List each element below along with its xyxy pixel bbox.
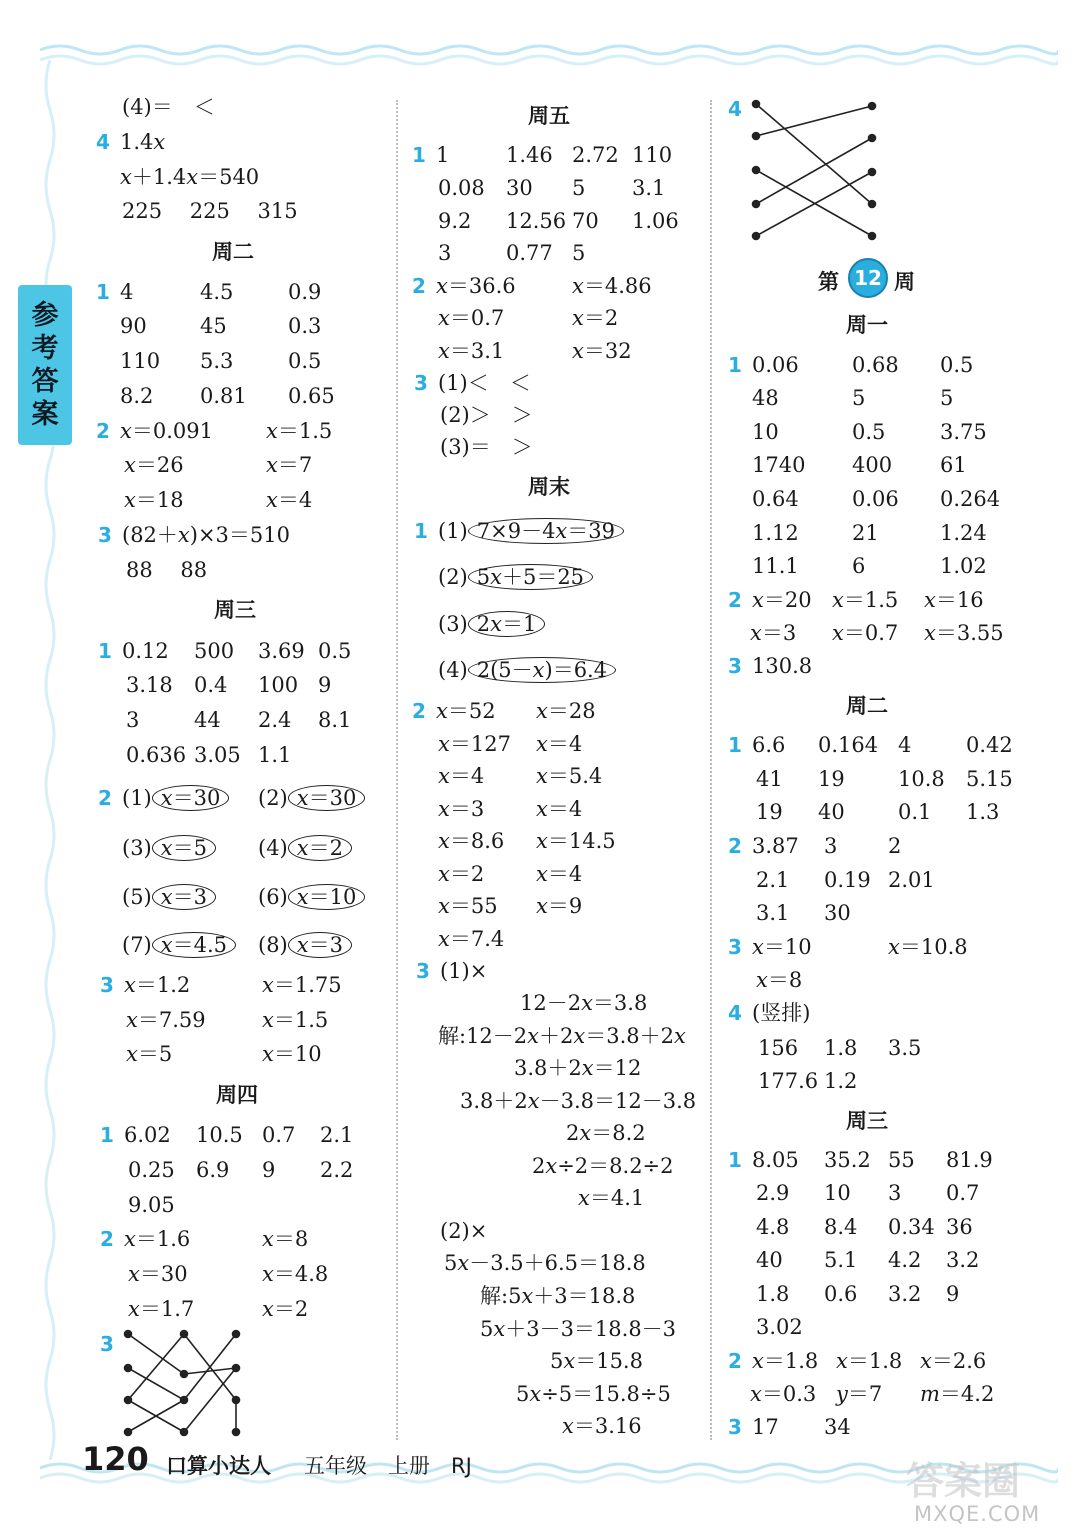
question-number: 2: [412, 699, 426, 723]
answer-text: 𝑥＝4: [536, 797, 583, 821]
circled-answer: [122, 884, 216, 910]
week-prefix: 第: [818, 270, 839, 294]
answer-text: 𝑥＝26: [124, 453, 184, 477]
question-number: 3: [414, 371, 428, 395]
answer-text: 0.64: [752, 487, 799, 511]
answer-text: 12.56: [506, 209, 567, 233]
answer-text: 𝑥＝1.2: [124, 973, 191, 997]
question-number: 1: [412, 143, 426, 167]
answer-text: 𝑥＝10: [262, 1042, 322, 1066]
answer-text: 𝑥＝1.7: [128, 1297, 195, 1321]
question-number: 4: [728, 97, 742, 121]
answer-text: 0.42: [966, 733, 1013, 757]
answer-text: 10: [752, 420, 779, 444]
answer-text: 3.1: [756, 901, 790, 925]
answer-text: 1.2: [824, 1069, 858, 1093]
answer-text: 5𝑥＋3－3＝18.8－3: [480, 1317, 677, 1341]
answer-text: 0.34: [888, 1215, 935, 1239]
answer-text: 𝑥＝0.7: [832, 621, 899, 645]
answer-text: 0.9: [288, 280, 322, 304]
circled-answer: [258, 835, 352, 861]
question-number: 2: [728, 1349, 742, 1373]
circled-answer: [122, 835, 216, 861]
sub-question-label: (2): [258, 786, 288, 810]
answer-text: 𝑥＝10.8: [888, 935, 968, 959]
question-number: 2: [100, 1227, 114, 1251]
watermark-title: 答案圈: [906, 1459, 1021, 1503]
answer-text: 𝑥＝0.3: [750, 1382, 817, 1406]
matching-diagram: [120, 1328, 250, 1438]
circled-answer: [258, 884, 365, 910]
answer-text: 0.636: [126, 743, 187, 767]
answer-text: 𝑥＝3.1: [438, 339, 505, 363]
answer-text: 𝑥＝3.55: [924, 621, 1004, 645]
answer-text: 40: [818, 800, 845, 824]
answer-text: 0.12: [122, 639, 169, 663]
sub-question-label: (2): [438, 565, 468, 589]
answer-text: 解:5𝑥＋3＝18.8: [480, 1284, 636, 1308]
answer-text: 𝑥＝8: [262, 1227, 309, 1251]
answer-text: 4: [898, 733, 912, 757]
answer-text: 5: [572, 176, 586, 200]
answer-text: 1: [436, 143, 450, 167]
answer-text: 5: [940, 386, 954, 410]
answer-text: 𝑥＝7.4: [438, 927, 505, 951]
answer-text: 5: [852, 386, 866, 410]
answer-text: 𝑥＝5: [126, 1042, 173, 1066]
circled-answer: [438, 518, 624, 544]
sub-question-label: (6): [258, 885, 288, 909]
circled-equation: 𝑥＝30: [152, 785, 230, 811]
answer-text: 3.18: [126, 673, 173, 697]
answer-text: 3.69: [258, 639, 305, 663]
answer-text: 1.02: [940, 554, 987, 578]
question-number: 4: [728, 1001, 742, 1025]
question-number: 1: [414, 519, 428, 543]
answer-text: 8.4: [824, 1215, 858, 1239]
answer-text: 1740: [752, 453, 806, 477]
answer-text: 0.6: [824, 1282, 858, 1306]
section-heading: 周一: [846, 313, 888, 337]
answer-text: 3.2: [946, 1248, 980, 1272]
circled-equation: 𝑥＝10: [288, 884, 366, 910]
answer-text: 110: [120, 349, 161, 373]
answer-text: 8.2: [120, 384, 154, 408]
answer-text: 6.02: [124, 1123, 171, 1147]
answer-text: 19: [818, 767, 845, 791]
answer-text: 0.164: [818, 733, 879, 757]
answer-text: 70: [572, 209, 599, 233]
answer-text: 0.5: [318, 639, 352, 663]
sub-question-label: (5): [122, 885, 152, 909]
answer-text: 1.24: [940, 521, 987, 545]
answer-text: 2.1: [320, 1123, 354, 1147]
answer-text: 400: [852, 453, 893, 477]
answer-text: 3.8＋2𝑥－3.8＝12－3.8: [460, 1089, 697, 1113]
circled-equation: 7×9－4𝑥＝39: [468, 518, 624, 544]
answer-text: 8.1: [318, 708, 352, 732]
answer-text: 3.1: [632, 176, 666, 200]
answer-text: 0.25: [128, 1158, 175, 1182]
answer-text: 9.05: [128, 1193, 175, 1217]
answer-text: 61: [940, 453, 967, 477]
section-heading: 周四: [216, 1083, 258, 1107]
sub-question-label: (1): [122, 786, 152, 810]
tab-char: 考: [31, 333, 59, 364]
answer-text: 𝑥＝18: [124, 488, 184, 512]
answer-text: 0.77: [506, 241, 553, 265]
book-title: 口算小达人: [166, 1454, 271, 1478]
answer-text: 𝑥＝20: [752, 588, 812, 612]
answer-text: 3.87: [752, 834, 799, 858]
circled-answer: [258, 785, 365, 811]
answer-text: 36: [946, 1215, 973, 1239]
answer-text: 𝑥＝1.8: [836, 1349, 903, 1373]
answer-text: 𝑥＝10: [752, 935, 812, 959]
circled-equation: 𝑥＝3: [152, 884, 216, 910]
tab-char: 答: [31, 366, 59, 397]
answer-text: (竖排): [752, 1001, 811, 1025]
question-number: 3: [728, 654, 742, 678]
answer-text: 𝑥＋1.4𝑥＝540: [120, 165, 260, 189]
answer-text: 𝑥＝1.5: [262, 1008, 329, 1032]
sub-question-label: (1): [438, 519, 468, 543]
answer-text: 𝑥＝0.7: [438, 306, 505, 330]
answer-text: 19: [756, 800, 783, 824]
answer-text: 𝑥＝8: [756, 968, 803, 992]
circled-equation: 𝑥＝2: [288, 835, 352, 861]
answer-text: 35.2: [824, 1148, 871, 1172]
question-number: 3: [100, 1332, 114, 1356]
answer-text: 100: [258, 673, 299, 697]
answer-text: 𝑥＝1.6: [124, 1227, 191, 1251]
circled-equation: 𝑥＝30: [288, 785, 366, 811]
answer-text: 9: [946, 1282, 960, 1306]
answer-text: 0.06: [852, 487, 899, 511]
answer-text: 1.12: [752, 521, 799, 545]
question-number: 2: [728, 834, 742, 858]
answer-text: 5𝑥＝15.8: [550, 1349, 643, 1373]
circled-equation: 2(5－𝑥)＝6.4: [468, 657, 616, 683]
section-heading: 周末: [528, 475, 570, 499]
answer-text: 𝑚＝4.2: [920, 1382, 995, 1406]
answer-text: 0.4: [194, 673, 228, 697]
answer-text: 3.8＋2𝑥＝12: [514, 1056, 642, 1080]
circled-answer: [438, 564, 593, 590]
sub-question-label: (3): [122, 836, 152, 860]
answer-text: 1.1: [258, 743, 292, 767]
answer-text: 0.68: [852, 353, 899, 377]
answer-text: 177.6: [758, 1069, 819, 1093]
answer-text: 0.5: [940, 353, 974, 377]
left-wave-border: [40, 60, 70, 1460]
answer-text: 𝑥＝0.091: [120, 419, 213, 443]
answer-text: 6.6: [752, 733, 786, 757]
answer-text: 𝑥＝2: [572, 306, 619, 330]
sub-question-label: (4): [438, 658, 468, 682]
answer-text: 2𝑥÷2＝8.2÷2: [532, 1154, 674, 1178]
answer-text: 4.2: [888, 1248, 922, 1272]
answer-text: 𝑥＝4: [536, 862, 583, 886]
answer-text: 0.3: [288, 314, 322, 338]
column-divider: [710, 100, 712, 1440]
question-number: 3: [728, 1415, 742, 1439]
circled-equation: 𝑥＝3: [288, 932, 352, 958]
answer-text: 𝑥＝8.6: [438, 829, 505, 853]
answer-text: 0.264: [940, 487, 1001, 511]
answer-text: 𝑥＝1.75: [262, 973, 342, 997]
answer-text: 5.1: [824, 1248, 858, 1272]
answer-text: 5: [572, 241, 586, 265]
question-number: 2: [98, 786, 112, 810]
answer-text: 𝑥＝7: [266, 453, 313, 477]
answer-text: 2.4: [258, 708, 292, 732]
answer-text: 48: [752, 386, 779, 410]
answer-text: 1.8: [756, 1282, 790, 1306]
answer-text: 3: [126, 708, 140, 732]
answer-text: 𝑥＝30: [128, 1262, 188, 1286]
answer-text: 21: [852, 521, 879, 545]
answer-text: 𝑥＝2: [438, 862, 485, 886]
question-number: 2: [96, 419, 110, 443]
answer-text: 44: [194, 708, 221, 732]
answer-text: 𝑥＝14.5: [536, 829, 616, 853]
answer-key-side-tab: [18, 285, 72, 445]
answer-text: 10.5: [196, 1123, 243, 1147]
answer-text: 110: [632, 143, 673, 167]
circled-answer: [122, 932, 236, 958]
answer-text: 9: [262, 1158, 276, 1182]
answer-text: 𝑥＝32: [572, 339, 632, 363]
question-number: 1: [98, 639, 112, 663]
answer-text: 40: [756, 1248, 783, 1272]
watermark-url: MXQE.COM: [914, 1502, 1041, 1526]
section-heading: 周五: [528, 104, 570, 128]
answer-text: 𝑥＝4: [536, 732, 583, 756]
answer-text: 0.81: [200, 384, 247, 408]
page-number: 120: [82, 1440, 149, 1478]
answer-text: 81.9: [946, 1148, 993, 1172]
answer-text: 3.75: [940, 420, 987, 444]
answer-text: 5.3: [200, 349, 234, 373]
circled-equation: 𝑥＝5: [152, 835, 216, 861]
matching-diagram: [750, 100, 880, 245]
answer-text: 0.7: [262, 1123, 296, 1147]
answer-text: 0.65: [288, 384, 335, 408]
watermark-logo: [900, 1450, 1075, 1536]
circled-answer: [122, 785, 229, 811]
answer-text: 2.9: [756, 1181, 790, 1205]
answer-text: (2)＞ ＞: [440, 403, 533, 427]
tab-char: 案: [31, 399, 59, 430]
answer-text: 30: [824, 901, 851, 925]
answer-text: 0.5: [288, 349, 322, 373]
question-number: 1: [728, 1148, 742, 1172]
alarm-clock-icon: [848, 258, 888, 298]
answer-text: 17: [752, 1415, 779, 1439]
answer-text: 3.2: [888, 1282, 922, 1306]
section-heading: 周二: [212, 240, 254, 264]
answer-text: (2)×: [440, 1219, 488, 1243]
answer-text: 9.2: [438, 209, 472, 233]
answer-text: 1.4𝑥: [120, 130, 166, 154]
answer-text: 𝑥＝3.16: [562, 1414, 642, 1438]
section-heading: 周三: [214, 598, 256, 622]
answer-text: 𝑥＝52: [436, 699, 496, 723]
answer-text: 2.1: [756, 868, 790, 892]
answer-text: 6: [852, 554, 866, 578]
tab-char: 参: [31, 300, 59, 331]
circled-answer: [258, 932, 352, 958]
answer-text: 𝑥＝2: [262, 1297, 309, 1321]
answer-text: 2: [888, 834, 902, 858]
question-number: 1: [96, 280, 110, 304]
answer-text: 0.08: [438, 176, 485, 200]
answer-text: 0.06: [752, 353, 799, 377]
question-number: 3: [728, 935, 742, 959]
answer-text: 8.05: [752, 1148, 799, 1172]
circled-equation: 5𝑥＋5＝25: [468, 564, 593, 590]
answer-text: 𝑥＝55: [438, 894, 498, 918]
answer-text: 𝑥＝1.5: [832, 588, 899, 612]
answer-text: 4.5: [200, 280, 234, 304]
answer-text: (1)×: [440, 959, 488, 983]
question-number: 1: [728, 353, 742, 377]
section-heading: 周二: [846, 694, 888, 718]
answer-text: 𝑦＝7: [836, 1382, 883, 1406]
sub-question-label: (4): [258, 836, 288, 860]
circled-answer: [438, 657, 616, 683]
answer-text: 1.46: [506, 143, 553, 167]
answer-text: 12－2𝑥＝3.8: [520, 991, 648, 1015]
answer-text: 0.5: [852, 420, 886, 444]
question-number: 3: [100, 973, 114, 997]
section-heading: 周三: [846, 1109, 888, 1133]
answer-text: 1.06: [632, 209, 679, 233]
answer-text: 10: [824, 1181, 851, 1205]
answer-text: 2𝑥＝8.2: [566, 1121, 646, 1145]
answer-text: 𝑥＝36.6: [436, 274, 516, 298]
circled-equation: 2𝑥＝1: [468, 611, 546, 637]
answer-text: 3.5: [888, 1036, 922, 1060]
answer-text: 4: [120, 280, 134, 304]
answer-text: 3: [824, 834, 838, 858]
question-number: 1: [728, 733, 742, 757]
answer-text: 4.8: [756, 1215, 790, 1239]
answer-text: (3)＝ ＞: [440, 435, 533, 459]
answer-text: 1.3: [966, 800, 1000, 824]
question-number: 1: [100, 1123, 114, 1147]
answer-text: 𝑥＝9: [536, 894, 583, 918]
week-number: 12: [854, 266, 882, 290]
answer-text: 9: [318, 673, 332, 697]
answer-text: 225 225 315: [122, 199, 298, 223]
answer-text: (4)＝ ＜: [122, 95, 215, 119]
answer-text: 𝑥＝4: [438, 764, 485, 788]
answer-text: 30: [506, 176, 533, 200]
answer-text: 41: [756, 767, 783, 791]
week-suffix: 周: [894, 270, 915, 294]
answer-text: 130.8: [752, 654, 813, 678]
answer-text: 𝑥＝1.5: [266, 419, 333, 443]
circled-answer: [438, 611, 545, 637]
sub-question-label: (3): [438, 612, 468, 636]
answer-text: 3: [888, 1181, 902, 1205]
answer-text: 𝑥＝7.59: [126, 1008, 206, 1032]
answer-text: 𝑥＝4: [266, 488, 313, 512]
answer-text: 5.15: [966, 767, 1013, 791]
answer-text: 90: [120, 314, 147, 338]
column-divider: [396, 100, 398, 1440]
answer-text: 0.1: [898, 800, 932, 824]
answer-text: 2.72: [572, 143, 619, 167]
sub-question-label: (8): [258, 933, 288, 957]
answer-text: 88 88: [126, 558, 208, 582]
answer-text: 1.8: [824, 1036, 858, 1060]
question-number: 3: [416, 959, 430, 983]
answer-text: (1)＜ ＜: [438, 371, 531, 395]
answer-text: 3: [438, 241, 452, 265]
answer-text: 3.02: [756, 1315, 803, 1339]
answer-text: 𝑥＝3: [750, 621, 797, 645]
top-wave-border: [40, 40, 1058, 74]
answer-text: 解:12－2𝑥＋2𝑥＝3.8＋2𝑥: [438, 1024, 686, 1048]
answer-text: 10.8: [898, 767, 945, 791]
answer-text: 45: [200, 314, 227, 338]
answer-text: 2.2: [320, 1158, 354, 1182]
answer-text: 0.7: [946, 1181, 980, 1205]
answer-text: 𝑥＝16: [924, 588, 984, 612]
answer-text: 55: [888, 1148, 915, 1172]
answer-text: 𝑥＝4.1: [578, 1186, 645, 1210]
answer-text: 6.9: [196, 1158, 230, 1182]
answer-text: 𝑥＝1.8: [752, 1349, 819, 1373]
answer-text: 5𝑥－3.5＋6.5＝18.8: [444, 1251, 646, 1275]
answer-text: 2.01: [888, 868, 935, 892]
answer-text: 𝑥＝2.6: [920, 1349, 987, 1373]
answer-text: 𝑥＝28: [536, 699, 596, 723]
answer-text: 156: [758, 1036, 799, 1060]
answer-text: 3.05: [194, 743, 241, 767]
answer-text: 𝑥＝4.8: [262, 1262, 329, 1286]
answer-text: (82＋𝑥)×3＝510: [122, 523, 290, 547]
grade-info: 五年级 上册 RJ: [304, 1454, 472, 1478]
answer-text: 𝑥＝5.4: [536, 764, 603, 788]
answer-text: 0.19: [824, 868, 871, 892]
answer-text: 11.1: [752, 554, 799, 578]
answer-text: 𝑥＝3: [438, 797, 485, 821]
answer-text: 𝑥＝127: [438, 732, 511, 756]
question-number: 2: [412, 274, 426, 298]
question-number: 4: [96, 130, 110, 154]
answer-text: 𝑥＝4.86: [572, 274, 652, 298]
answer-text: 34: [824, 1415, 851, 1439]
sub-question-label: (7): [122, 933, 152, 957]
answer-text: 5𝑥÷5＝15.8÷5: [516, 1382, 671, 1406]
answer-text: 500: [194, 639, 235, 663]
circled-equation: 𝑥＝4.5: [152, 932, 236, 958]
question-number: 3: [98, 523, 112, 547]
question-number: 2: [728, 588, 742, 612]
